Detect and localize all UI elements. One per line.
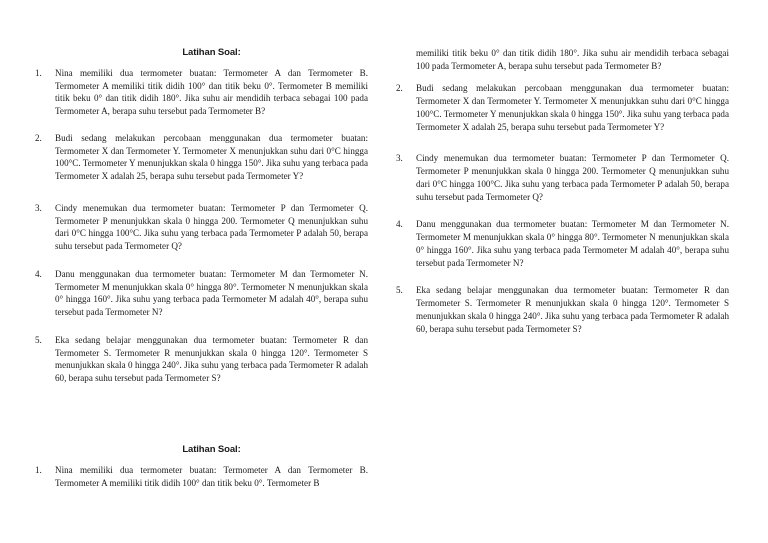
right-worksheet: [396, 47, 729, 335]
question-text: Eka sedang belajar menggunakan dua termometer buatan: Termometer R dan Termometer S. Termometer R menunjukkan skala 0 hingga 120°. Termometer S menunjukkan skala 0 hingga 240°. Jika suhu yang terbaca pada Termometer R adalah 60, berapa suhu tersebut pada Termometer S?: [416, 285, 729, 334]
question-text: Danu menggunakan dua termometer buatan: Termometer M dan Termometer N. Termometer M menunjukkan skala 0° hingga 80°. Termometer N menunjukkan skala 0° hingga 160°. Jika suhu yang terbaca pada Termometer M adalah 40°, berapa suhu tersebut pada Termometer N?: [55, 269, 368, 318]
question-number: 5.: [396, 285, 403, 296]
question-item: [35, 132, 368, 202]
question-text: Cindy menemukan dua termometer buatan: Termometer P dan Termometer Q. Termometer P menunjukkan skala 0 hingga 200. Termometer Q menunjukkan suhu dari 0°C hingga 100°C. Jika suhu yang terbaca pada Termometer P adalah 50, berapa suhu tersebut pada Termometer Q?: [416, 153, 729, 202]
question-text: Cindy menemukan dua termometer buatan: Termometer P dan Termometer Q. Termometer P menunjukkan skala 0 hingga 200. Termometer Q menunjukkan suhu dari 0°C hingga 100°C. Jika suhu yang terbaca pada Termometer P adalah 50, berapa suhu tersebut pada Termometer Q?: [55, 203, 368, 252]
question-continuation: memiliki titik beku 0° dan titik didih 180°. Jika suhu air mendidih terbaca sebagai 100 pada Termometer A, berapa suhu tersebut pada Termometer B?: [416, 48, 729, 71]
question-number: 4.: [35, 269, 42, 279]
left-worksheet-bottom: [35, 444, 368, 489]
question-item: [35, 464, 368, 489]
question-text: Danu menggunakan dua termometer buatan: Termometer M dan Termometer N. Termometer M menunjukkan skala 0° hingga 80°. Termometer N menunjukkan skala 0° hingga 160°. Jika suhu yang terbaca pada Termometer M adalah 40°, berapa suhu tersebut pada Termometer N?: [416, 219, 729, 268]
question-list: [396, 82, 729, 335]
question-text: Eka sedang belajar menggunakan dua termometer buatan: Termometer R dan Termometer S. Termometer R menunjukkan skala 0 hingga 120°. Termometer S menunjukkan skala 0 hingga 240°. Jika suhu yang terbaca pada Termometer R adalah 60, berapa suhu tersebut pada Termometer S?: [55, 335, 368, 384]
question-number: 3.: [396, 153, 403, 164]
question-item: [35, 67, 368, 132]
question-number: 4.: [396, 219, 403, 230]
question-item: [35, 334, 368, 385]
question-text: Budi sedang melakukan percobaan menggunakan dua termometer buatan: Termometer X dan Termometer Y. Termometer X menunjukkan suhu dari 0°C hingga 100°C. Termometer Y menunjukkan skala 0 hingga 150°. Jika suhu yang terbaca pada Termometer X adalah 25, berapa suhu tersebut pada Termometer Y?: [55, 133, 368, 182]
question-item: [396, 218, 729, 284]
question-number: 3.: [35, 203, 42, 213]
question-number: 2.: [396, 83, 403, 94]
question-list: [35, 464, 368, 489]
question-text: Nina memiliki dua termometer buatan: Termometer A dan Termometer B. Termometer A memiliki titik didih 100° dan titik beku 0°. Termometer B: [55, 465, 368, 488]
question-number: 1.: [35, 465, 42, 475]
left-worksheet-top: [35, 47, 368, 385]
question-item: [396, 82, 729, 152]
question-item: [396, 284, 729, 335]
question-number: 2.: [35, 133, 42, 143]
question-text: Nina memiliki dua termometer buatan: Termometer A dan Termometer B. Termometer A memiliki titik didih 100° dan titik beku 0°. Termometer B memiliki titik beku 0° dan titik didih 180°. Jika suhu air mendidih terbaca sebagai 100 pada Termometer A, berapa suhu tersebut pada Termometer B?: [55, 68, 368, 117]
worksheet-heading: Latihan Soal:: [182, 444, 241, 455]
question-list: [35, 67, 368, 385]
question-item: [35, 268, 368, 334]
worksheet-heading: Latihan Soal:: [182, 47, 241, 58]
question-text: Budi sedang melakukan percobaan menggunakan dua termometer buatan: Termometer X dan Termometer Y. Termometer X menunjukkan suhu dari 0°C hingga 100°C. Termometer Y menunjukkan skala 0 hingga 150°. Jika suhu yang terbaca pada Termometer X adalah 25, berapa suhu tersebut pada Termometer Y?: [416, 83, 729, 132]
question-item: [35, 202, 368, 268]
question-number: 5.: [35, 335, 42, 345]
question-item: [396, 152, 729, 218]
question-number: 1.: [35, 68, 42, 78]
